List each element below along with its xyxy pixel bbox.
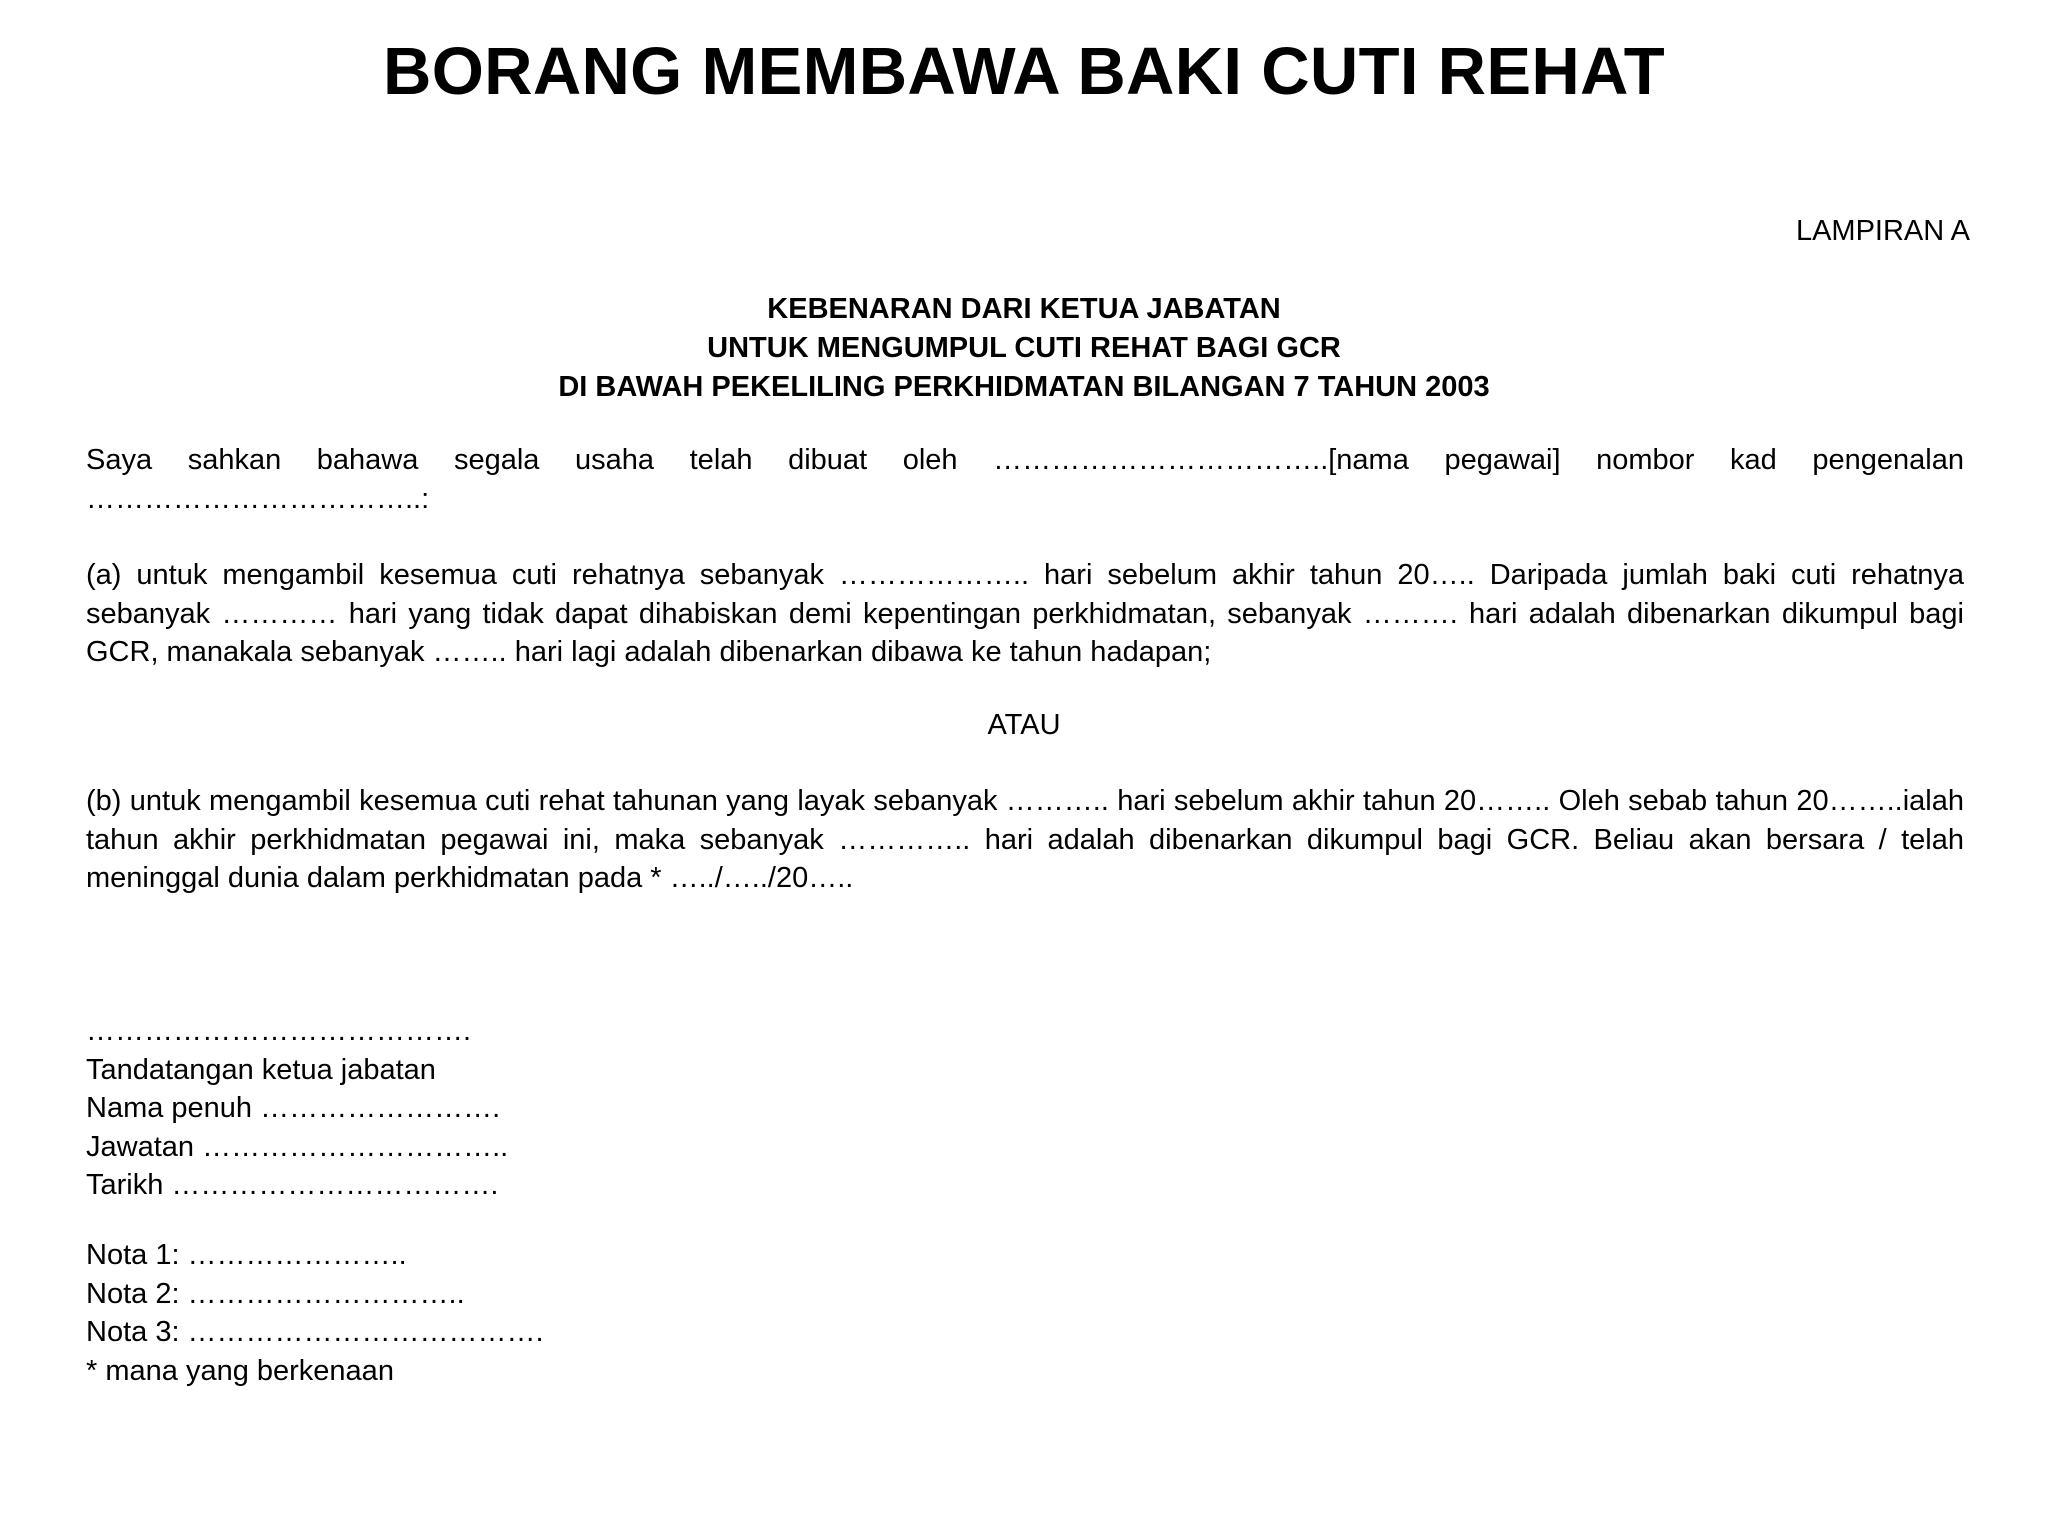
heading-line-2: UNTUK MENGUMPUL CUTI REHAT BAGI GCR (707, 332, 1341, 364)
signature-line: …………………………………. (86, 1015, 472, 1047)
date-field: Tarikh ……………………………. (86, 1169, 499, 1201)
note-1: Nota 1: ………………….. (86, 1239, 407, 1271)
heading-line-1: KEBENARAN DARI KETUA JABATAN (767, 293, 1281, 325)
paragraph-a: (a) untuk mengambil kesemua cuti rehatnya sebanyak ……………….. hari sebelum akhir tahun 20….. Daripada jumlah baki cuti rehatnya sebanyak ………… hari yang tidak dapat dihabiskan demi kepentingan perkhidmatan, sebanyak ………. hari adalah dibenarkan dikumpul bagi GCR, manakala sebanyak …….. hari lagi adalah dibenarkan dibawa ke tahun hadapan; (86, 559, 1964, 668)
signature-label: Tandatangan ketua jabatan (86, 1053, 436, 1086)
paragraph-b: (b) untuk mengambil kesemua cuti rehat tahunan yang layak sebanyak ……….. hari sebelum akhir tahun 20…….. Oleh sebab tahun 20……..ialah tahun akhir perkhidmatan pegawai ini, maka sebanyak ………….. hari adalah dibenarkan dikumpul bagi GCR. Beliau akan bersara / telah meninggal dunia dalam perkhidmatan pada * …../…../20….. (86, 785, 1964, 894)
notes-block (86, 1236, 544, 1390)
heading-line-3: DI BAWAH PEKELILING PERKHIDMATAN BILANGAN 7 TAHUN 2003 (558, 371, 1490, 403)
note-2: Nota 2: ……………………….. (86, 1277, 465, 1310)
full-name-field: Nama penuh ……………………. (86, 1092, 501, 1124)
appendix-label: LAMPIRAN A (1795, 215, 1970, 247)
signature-block (86, 1012, 508, 1205)
intro-paragraph: Saya sahkan bahawa segala usaha telah dibuat oleh ……………………………..[nama pegawai] nombor kad pengenalan ……………………………..: (86, 444, 1964, 515)
section-heading (0, 290, 2048, 407)
note-3: Nota 3: ………………………………. (86, 1316, 544, 1348)
position-field: Jawatan ………………………….. (86, 1130, 509, 1163)
footnote: * mana yang berkenaan (86, 1354, 394, 1387)
or-separator: ATAU (987, 709, 1061, 741)
document-title: BORANG MEMBAWA BAKI CUTI REHAT (383, 34, 1665, 109)
